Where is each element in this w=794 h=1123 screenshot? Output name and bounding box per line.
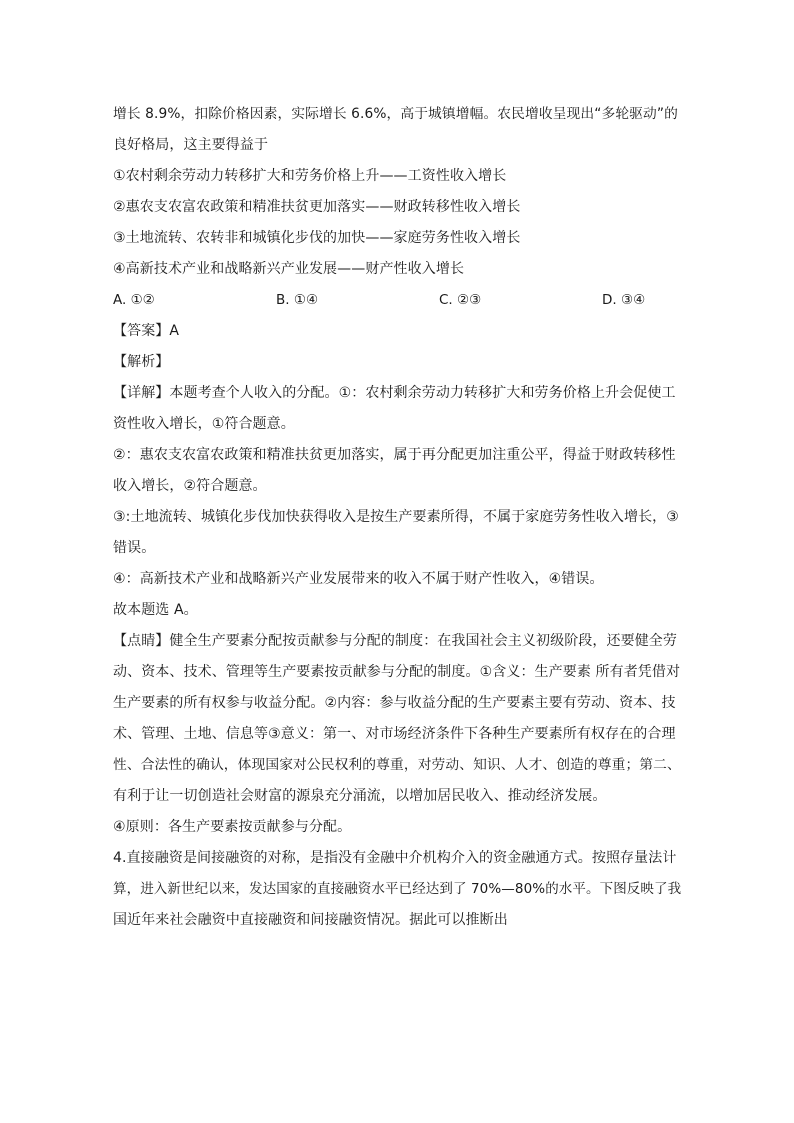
key-point-line: 术、管理、土地、信息等③意义：第一、对市场经济条件下各种生产要素所有权存在的合理 <box>113 726 676 742</box>
detail-line: 资性收入增长，①符合题意。 <box>113 416 295 432</box>
text-line: 增长 8.9%，扣除价格因素，实际增长 6.6%，高于城镇增幅。农民增收呈现出“多轮驱动”的 <box>113 106 678 122</box>
detail-line: ②：惠农支农富农政策和精准扶贫更加落实，属于再分配更加注重公平，得益于财政转移性 <box>113 447 676 463</box>
question-4-line: 国近年来社会融资中直接融资和间接融资情况。据此可以推断出 <box>113 912 508 928</box>
detail-line: 错误。 <box>113 540 156 556</box>
statement-3: ③土地流转、农转非和城镇化步伐的加快——家庭劳务性收入增长 <box>113 230 521 246</box>
detail-line: 收入增长，②符合题意。 <box>113 478 267 494</box>
key-point-line: ④原则：各生产要素按贡献参与分配。 <box>113 819 352 835</box>
answer-options <box>113 285 685 316</box>
text-line: 良好格局，这主要得益于 <box>113 137 269 153</box>
key-point-line: 性、合法性的确认，体现国家对公民权利的尊重，对劳动、知识、人才、创造的尊重；第二、 <box>113 757 681 773</box>
option-a: A. ①② <box>113 292 155 308</box>
statement-1: ①农村剩余劳动力转移扩大和劳务价格上升——工资性收入增长 <box>113 168 507 184</box>
question-4-line: 4.直接融资是间接融资的对称，是指没有金融中介机构介入的资金融通方式。按照存量法计 <box>113 850 677 866</box>
option-c: C. ②③ <box>439 292 482 308</box>
detail-line: ④：高新技术产业和战略新兴产业发展带来的收入不属于财产性收入，④错误。 <box>113 571 604 587</box>
detail-line: 【详解】本题考查个人收入的分配。①：农村剩余劳动力转移扩大和劳务价格上升会促使工 <box>113 385 676 401</box>
statement-2: ②惠农支农富农政策和精准扶贫更加落实——财政转移性收入增长 <box>113 199 521 215</box>
analysis-heading: 【解析】 <box>113 354 170 370</box>
key-point-line: 生产要素的所有权参与收益分配。②内容：参与收益分配的生产要素主要有劳动、资本、技 <box>113 695 676 711</box>
detail-line: ③:土地流转、城镇化步伐加快获得收入是按生产要素所得，不属于家庭劳务性收入增长，③ <box>113 509 679 525</box>
option-b: B. ①④ <box>276 292 319 308</box>
conclusion-line: 故本题选 A。 <box>113 602 198 618</box>
key-point-line: 有利于让一切创造社会财富的源泉充分涌流，以增加居民收入、推动经济发展。 <box>113 788 607 804</box>
key-point-line: 动、资本、技术、管理等生产要素按贡献参与分配的制度。①含义：生产要素 所有者凭借对 <box>113 664 681 680</box>
key-point-line: 【点睛】健全生产要素分配按贡献参与分配的制度：在我国社会主义初级阶段，还要健全劳 <box>113 633 677 649</box>
document-page <box>113 99 685 936</box>
question-4-line: 算，进入新世纪以来，发达国家的直接融资水平已经达到了 70%—80%的水平。下图反映了我 <box>113 881 682 897</box>
statement-4: ④高新技术产业和战略新兴产业发展——财产性收入增长 <box>113 261 465 277</box>
option-d: D. ③④ <box>602 292 646 308</box>
answer-label: 【答案】A <box>113 323 180 339</box>
